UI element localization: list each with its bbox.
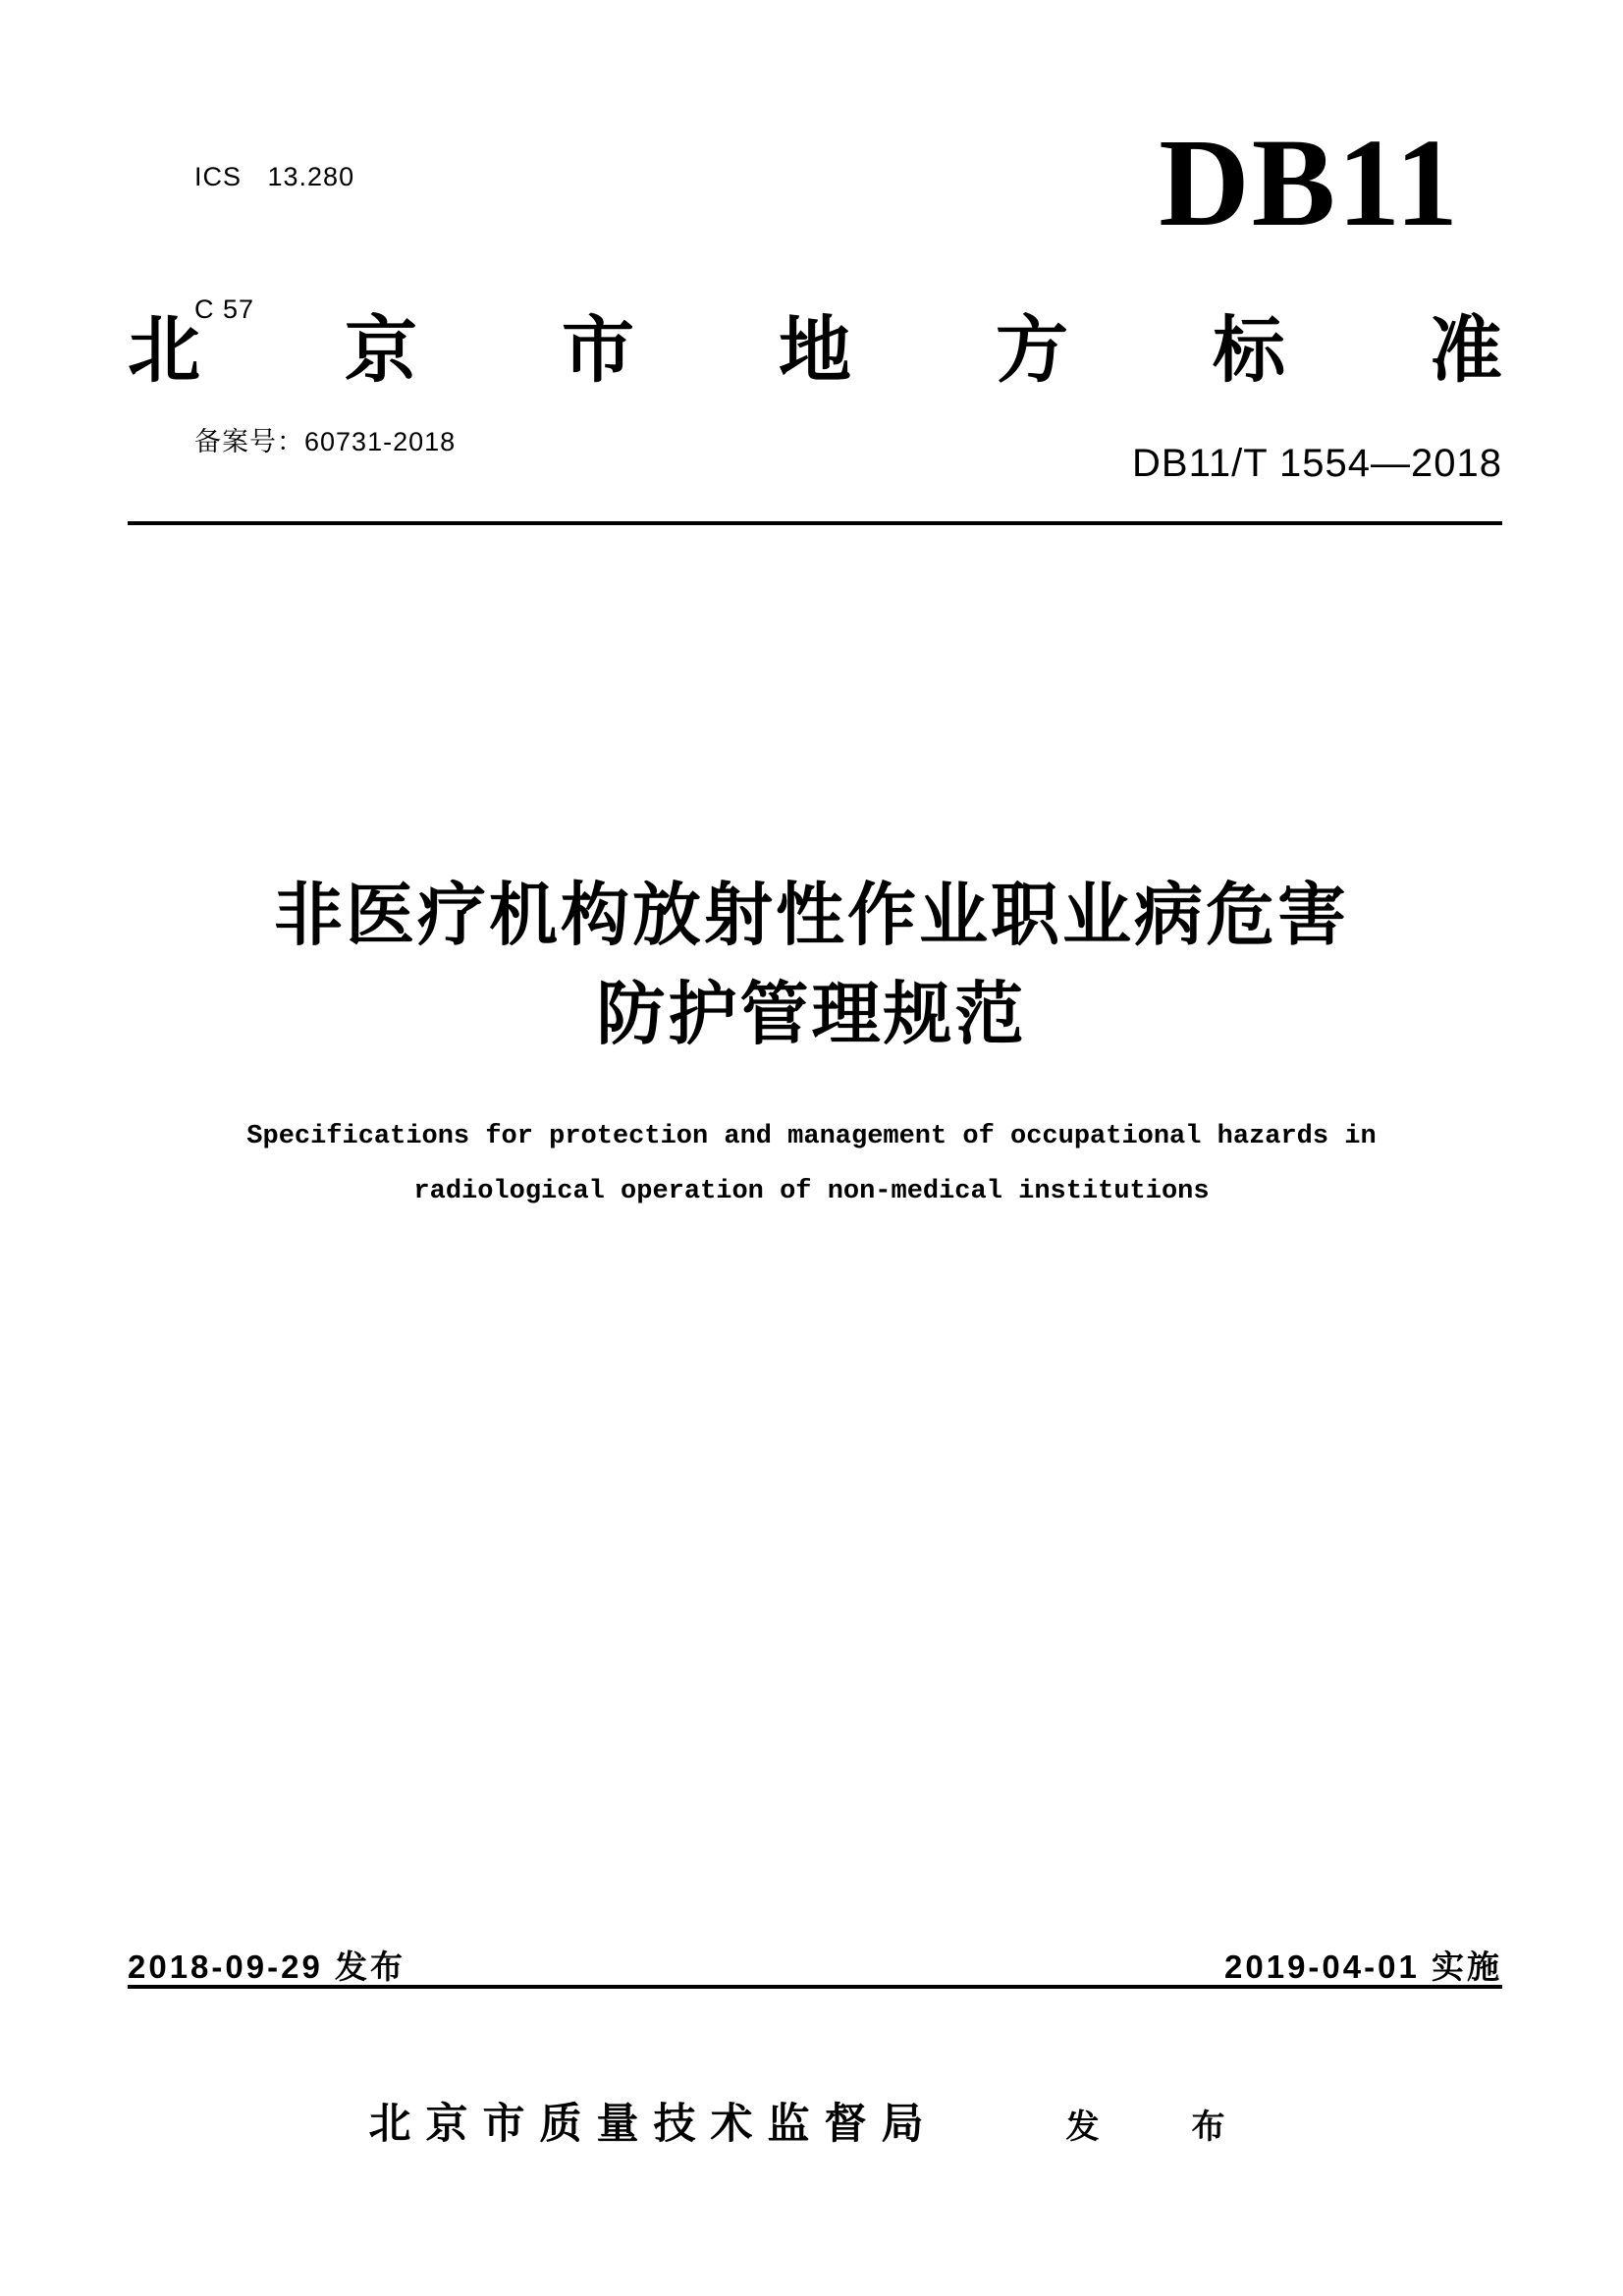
record-number: 备案号：60731-2018 <box>194 427 457 456</box>
standard-type-char: 方 <box>996 309 1068 391</box>
footer-rule <box>128 1985 1502 1989</box>
standard-type-char: 京 <box>345 309 417 391</box>
document-title-cn <box>0 866 1623 1064</box>
document-title-cn-line2: 防护管理规范 <box>596 976 1027 1052</box>
implementation-date: 2019-04-01 实施 <box>1224 1949 1502 1985</box>
standard-type-char: 准 <box>1430 309 1502 391</box>
ics-code: ICS 13.280 <box>194 162 355 191</box>
standard-type-char: 北 <box>128 309 200 391</box>
document-title-en <box>0 1109 1623 1219</box>
publisher-row <box>0 2091 1623 2151</box>
standard-type-char: 市 <box>562 309 634 391</box>
standard-number: DB11/T 1554—2018 <box>1132 442 1502 485</box>
db11-logo: DB11 <box>1159 113 1460 252</box>
publisher-name: 北京市质量技术监督局 <box>368 2101 939 2148</box>
standard-type-char: 标 <box>1213 309 1285 391</box>
dates-row <box>128 1942 1502 1988</box>
standard-type-char: 地 <box>779 309 851 391</box>
document-title-en-line2: radiological operation of non-medical institutions <box>413 1177 1210 1206</box>
document-class-code: C 57 <box>194 294 255 324</box>
document-title-cn-line1: 非医疗机构放射性作业职业病危害 <box>274 877 1349 953</box>
header-rule <box>128 521 1502 525</box>
publish-label: 发 布 <box>1065 2109 1255 2146</box>
document-title-en-line1: Specifications for protection and management of occupational hazards in <box>246 1122 1377 1151</box>
issue-date: 2018-09-29 发布 <box>128 1949 406 1985</box>
